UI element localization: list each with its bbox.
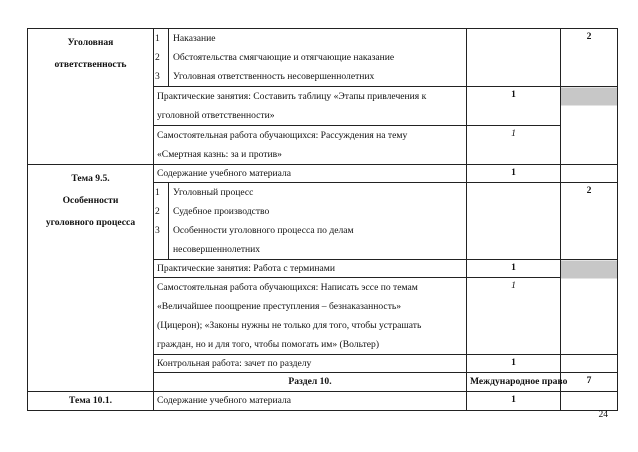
topic-criminal-responsibility: Уголовная ответственность [28,29,154,165]
table-row [28,165,618,183]
table-row [28,29,618,87]
content-label-cell: Содержание учебного материала [154,165,467,183]
content-label-cell: Содержание учебного материала [154,392,467,411]
list-item: 1 Наказание [154,29,466,48]
hours-cell: 1 [467,87,561,126]
list-item: 3 Особенности уголовного процесса по делам [154,221,466,240]
shaded-cell [561,87,618,165]
level-cell: 2 [561,29,618,87]
list-item: 3 Уголовная ответственность несовершеннолетних [154,67,466,86]
hours-cell: 1 [467,165,561,183]
hours-cell: 1 [467,278,561,355]
list-item: 2 Обстоятельства смягчающие и отягчающие наказание [154,48,466,67]
control-cell: Контрольная работа: зачет по разделу [154,355,467,373]
level-cell [561,392,618,411]
practical-cell: Практические занятия: Составить таблицу «Этапы привлечения к уголовной ответственности» [154,87,467,126]
topic-9-5: Тема 9.5. Особенности уголовного процесса [28,165,154,392]
content-list [154,29,467,87]
level-cell [561,165,618,183]
level-cell: 2 [561,183,618,260]
section-10-title: Международное право [467,373,561,392]
level-cell [561,355,618,373]
hours-cell [467,183,561,260]
topic-10-1-label: Тема 10.1. [28,392,154,411]
curriculum-table [27,28,618,411]
hours-cell: 1 [467,126,561,165]
page-number: 24 [598,410,608,420]
hours-cell: 7 [561,373,618,392]
shaded-cell [561,260,618,355]
practical-cell: Практические занятия: Работа с терминами [154,260,467,278]
list-item: несовершеннолетних [154,240,466,259]
selfwork-cell: Самостоятельная работа обучающихся: Рассуждения на тему «Смертная казнь: за и против» [154,126,467,165]
selfwork-cell: Самостоятельная работа обучающихся: Написать эссе по темам «Величайшее поощрение преступления – безнаказанность» (Цицерон); «Законы нужны не только для того, чтобы устрашать граждан, но и для того, чтобы помогать им» (Вольтер) [154,278,467,355]
section-10-label: Раздел 10. [154,373,467,392]
content-list [154,183,467,260]
hours-cell [467,29,561,87]
hours-cell: 1 [467,392,561,411]
list-item: 1 Уголовный процесс [154,183,466,202]
list-item: 2 Судебное производство [154,202,466,221]
hours-cell: 1 [467,355,561,373]
table-row [28,392,618,411]
hours-cell: 1 [467,260,561,278]
